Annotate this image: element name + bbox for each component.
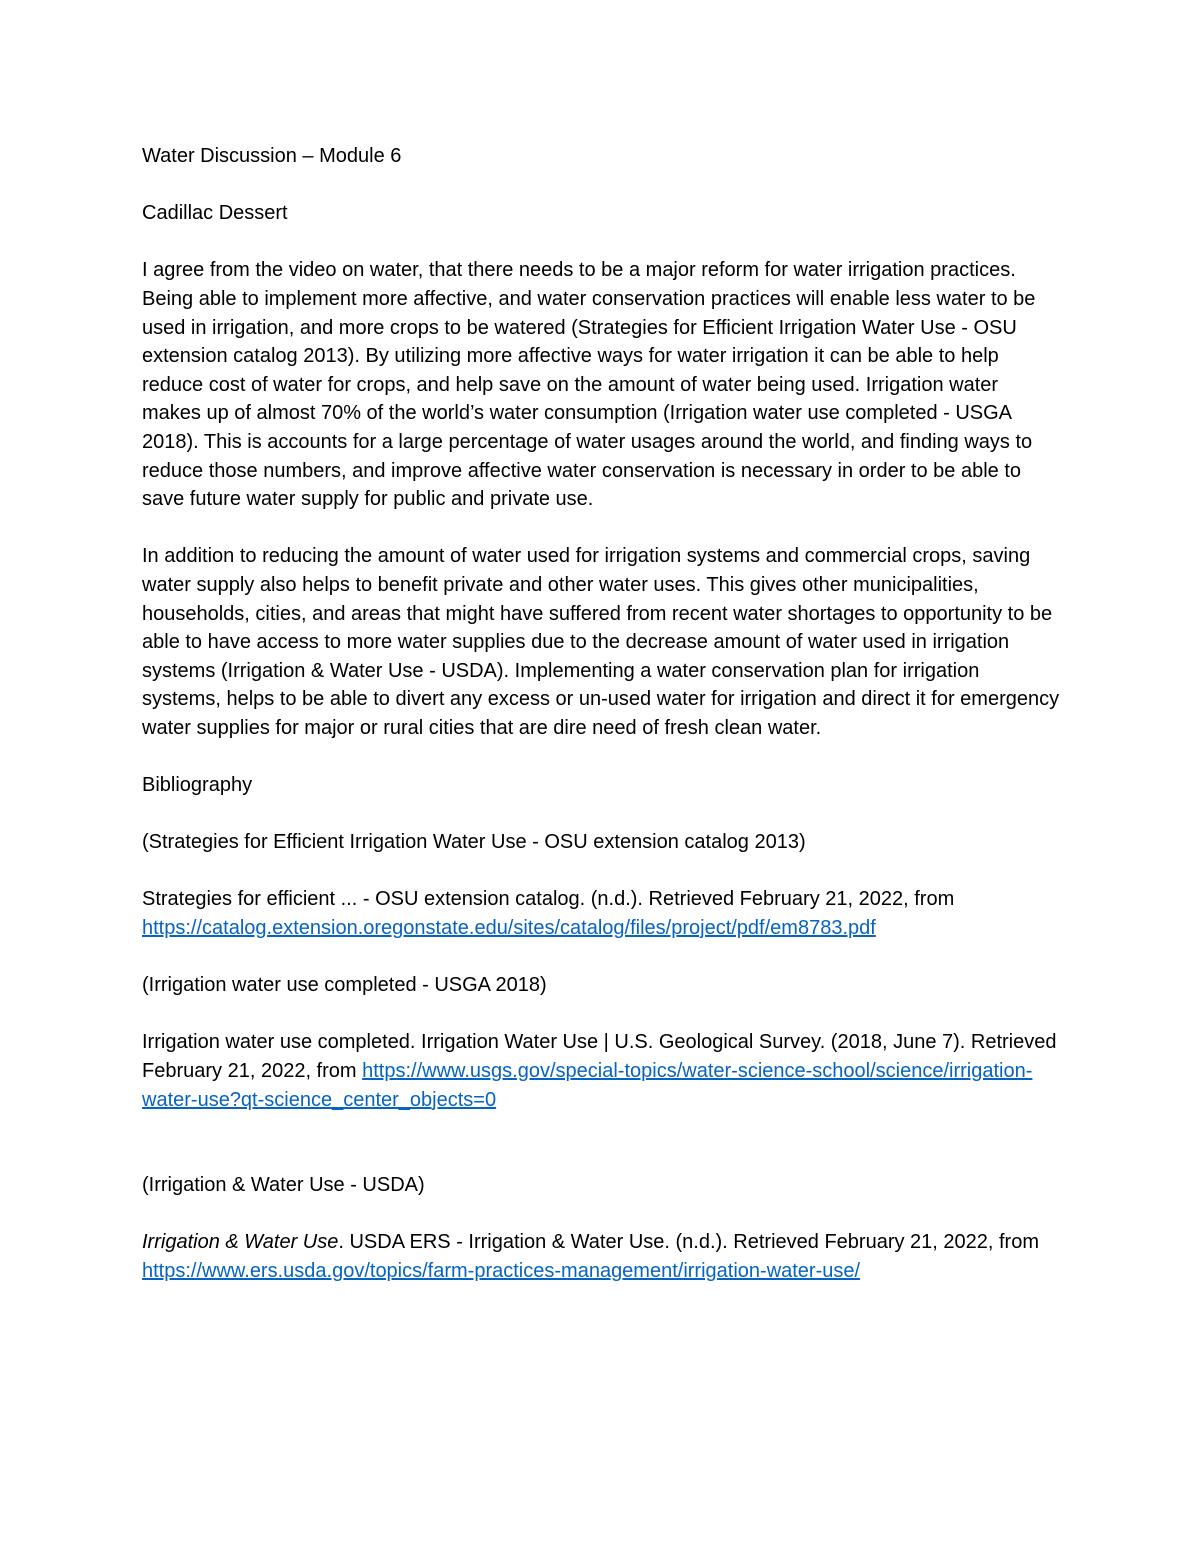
reference-2-entry: [142, 1028, 1062, 1114]
body-paragraph-1: I agree from the video on water, that there needs to be a major reform for water irrigation practices. Being able to implement more affective, and water conservation practices will enable less water to be used in irrigation, and more crops to be watered (Strategies for Efficient Irrigation Water Use - OSU extension catalog 2013). By utilizing more affective ways for water irrigation it can be able to help reduce cost of water for crops, and help save on the amount of water being used. Irrigation water makes up of almost 70% of the world’s water consumption (Irrigation water use completed - USGA 2018). This is accounts for a large percentage of water usages around the world, and finding ways to reduce those numbers, and improve affective water conservation is necessary in order to be able to save future water supply for public and private use.: [142, 259, 1036, 511]
document-page: [142, 142, 1062, 1286]
reference-1-entry: [142, 885, 1062, 942]
reference-3-text: . USDA ERS - Irrigation & Water Use. (n.d.). Retrieved February 21, 2022, from: [338, 1231, 1039, 1254]
reference-1-citation: (Strategies for Efficient Irrigation Water Use - OSU extension catalog 2013): [142, 831, 806, 854]
bibliography-heading: Bibliography: [142, 774, 253, 797]
reference-2-link[interactable]: https://www.usgs.gov/special-topics/water-science-school/science/irrigation-water-use?qt-science_center_objects=0: [142, 1060, 1033, 1111]
reference-2-citation: (Irrigation water use completed - USGA 2018): [142, 974, 547, 997]
body-paragraph-2: In addition to reducing the amount of water used for irrigation systems and commercial crops, saving water supply also helps to benefit private and other water uses. This gives other municipalities, households, cities, and areas that might have suffered from recent water shortages to opportunity to be able to have access to more water supplies due to the decrease amount of water used in irrigation systems (Irrigation & Water Use - USDA). Implementing a water conservation plan for irrigation systems, helps to be able to divert any excess or un-used water for irrigation and direct it for emergency water supplies for major or rural cities that are dire need of fresh clean water.: [142, 545, 1060, 739]
reference-1-text: Strategies for efficient ... - OSU extension catalog. (n.d.). Retrieved February 21, 2022, from: [142, 888, 955, 911]
reference-3-italic-title: Irrigation & Water Use: [142, 1231, 339, 1254]
reference-1-link[interactable]: https://catalog.extension.oregonstate.edu/sites/catalog/files/project/pdf/em8783.pdf: [142, 917, 876, 940]
reference-3-entry: [142, 1228, 1062, 1285]
reference-3-citation: (Irrigation & Water Use - USDA): [142, 1174, 425, 1197]
reference-3-link[interactable]: https://www.ers.usda.gov/topics/farm-practices-management/irrigation-water-use/: [142, 1259, 861, 1282]
document-subtitle: Cadillac Dessert: [142, 202, 288, 225]
reference-2-text: Irrigation water use completed. Irrigation Water Use | U.S. Geological Survey. (2018, June 7). Retrieved February 21, 2022, from: [142, 1031, 1057, 1082]
document-title: Water Discussion – Module 6: [142, 145, 402, 167]
